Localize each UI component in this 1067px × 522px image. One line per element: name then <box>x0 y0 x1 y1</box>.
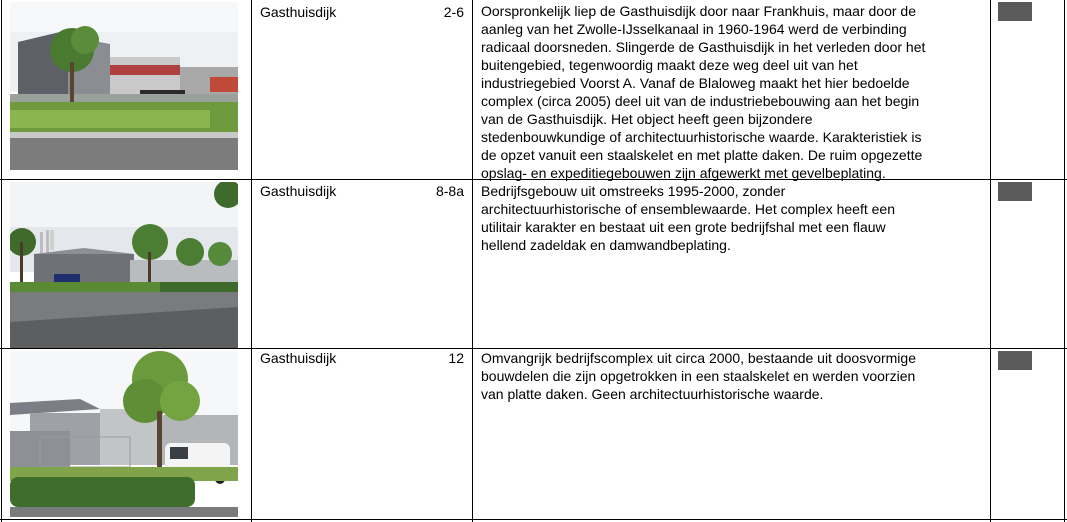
building-photo <box>10 182 238 348</box>
house-number: 12 <box>448 350 464 366</box>
building-photo <box>10 351 238 517</box>
street-name: Gasthuisdijk <box>260 350 337 366</box>
description-line: buitengebied, tegenwoordig maakt deze weg deel uit van het <box>481 57 858 73</box>
table-border-bottom <box>0 519 1067 520</box>
street-name: Gasthuisdijk <box>260 4 337 20</box>
description <box>481 2 981 182</box>
rating-swatch <box>998 351 1032 370</box>
description-line: Bedrijfsgebouw uit omstreeks 1995-2000, zonder <box>481 183 786 199</box>
table-row <box>0 349 1067 519</box>
rating-swatch <box>998 2 1032 21</box>
description-line: bouwdelen die zijn opgetrokken in een staalskelet en werden voorzien <box>481 368 916 384</box>
description-line: Omvangrijk bedrijfscomplex uit circa 2000, bestaande uit doosvormige <box>481 350 916 366</box>
street-name: Gasthuisdijk <box>260 183 337 199</box>
description-line: stedenbouwkundige of architectuurhistorische waarde. Karakteristiek is <box>481 129 922 145</box>
description-line: architectuurhistorische of ensemblewaarde. Het complex heeft een <box>481 201 895 217</box>
description-line: opslag- en expeditiegebouwen zijn afgewerkt met gevelbeplating. <box>481 165 886 181</box>
description-line: de opzet vanuit een staalskelet en met platte daken. De ruim opgezette <box>481 147 923 163</box>
house-number: 2-6 <box>443 4 464 20</box>
table-row <box>0 0 1067 179</box>
description-line: hellend zadeldak en damwandbeplating. <box>481 237 731 253</box>
description-line: utilitair karakter en bestaat uit een grote bedrijfshal met een flauw <box>481 219 886 235</box>
description-line: aanleg van het Zwolle-IJsselkanaal in 1960-1964 werd de verbinding <box>481 21 907 37</box>
description-line: van platte daken. Geen architectuurhistorische waarde. <box>481 386 824 402</box>
table-row <box>0 180 1067 348</box>
rating-swatch <box>998 182 1032 201</box>
description-line: Oorspronkelijk liep de Gasthuisdijk door naar Frankhuis, maar door de <box>481 3 916 19</box>
building-photo <box>10 2 238 170</box>
description <box>481 182 981 254</box>
description-line: radicaal doorsneden. Slingerde de Gasthuisdijk in het verleden door het <box>481 39 926 55</box>
description-line: complex (circa 2005) deel uit van de industriebebouwing aan het begin <box>481 93 920 109</box>
description <box>481 349 981 403</box>
description-line: industriegebied Voorst A. Vanaf de Blaloweg maakt het hier bedoelde <box>481 75 910 91</box>
house-number: 8-8a <box>435 183 464 199</box>
description-line: van de Gasthuisdijk. Het object heeft geen bijzondere <box>481 111 813 127</box>
